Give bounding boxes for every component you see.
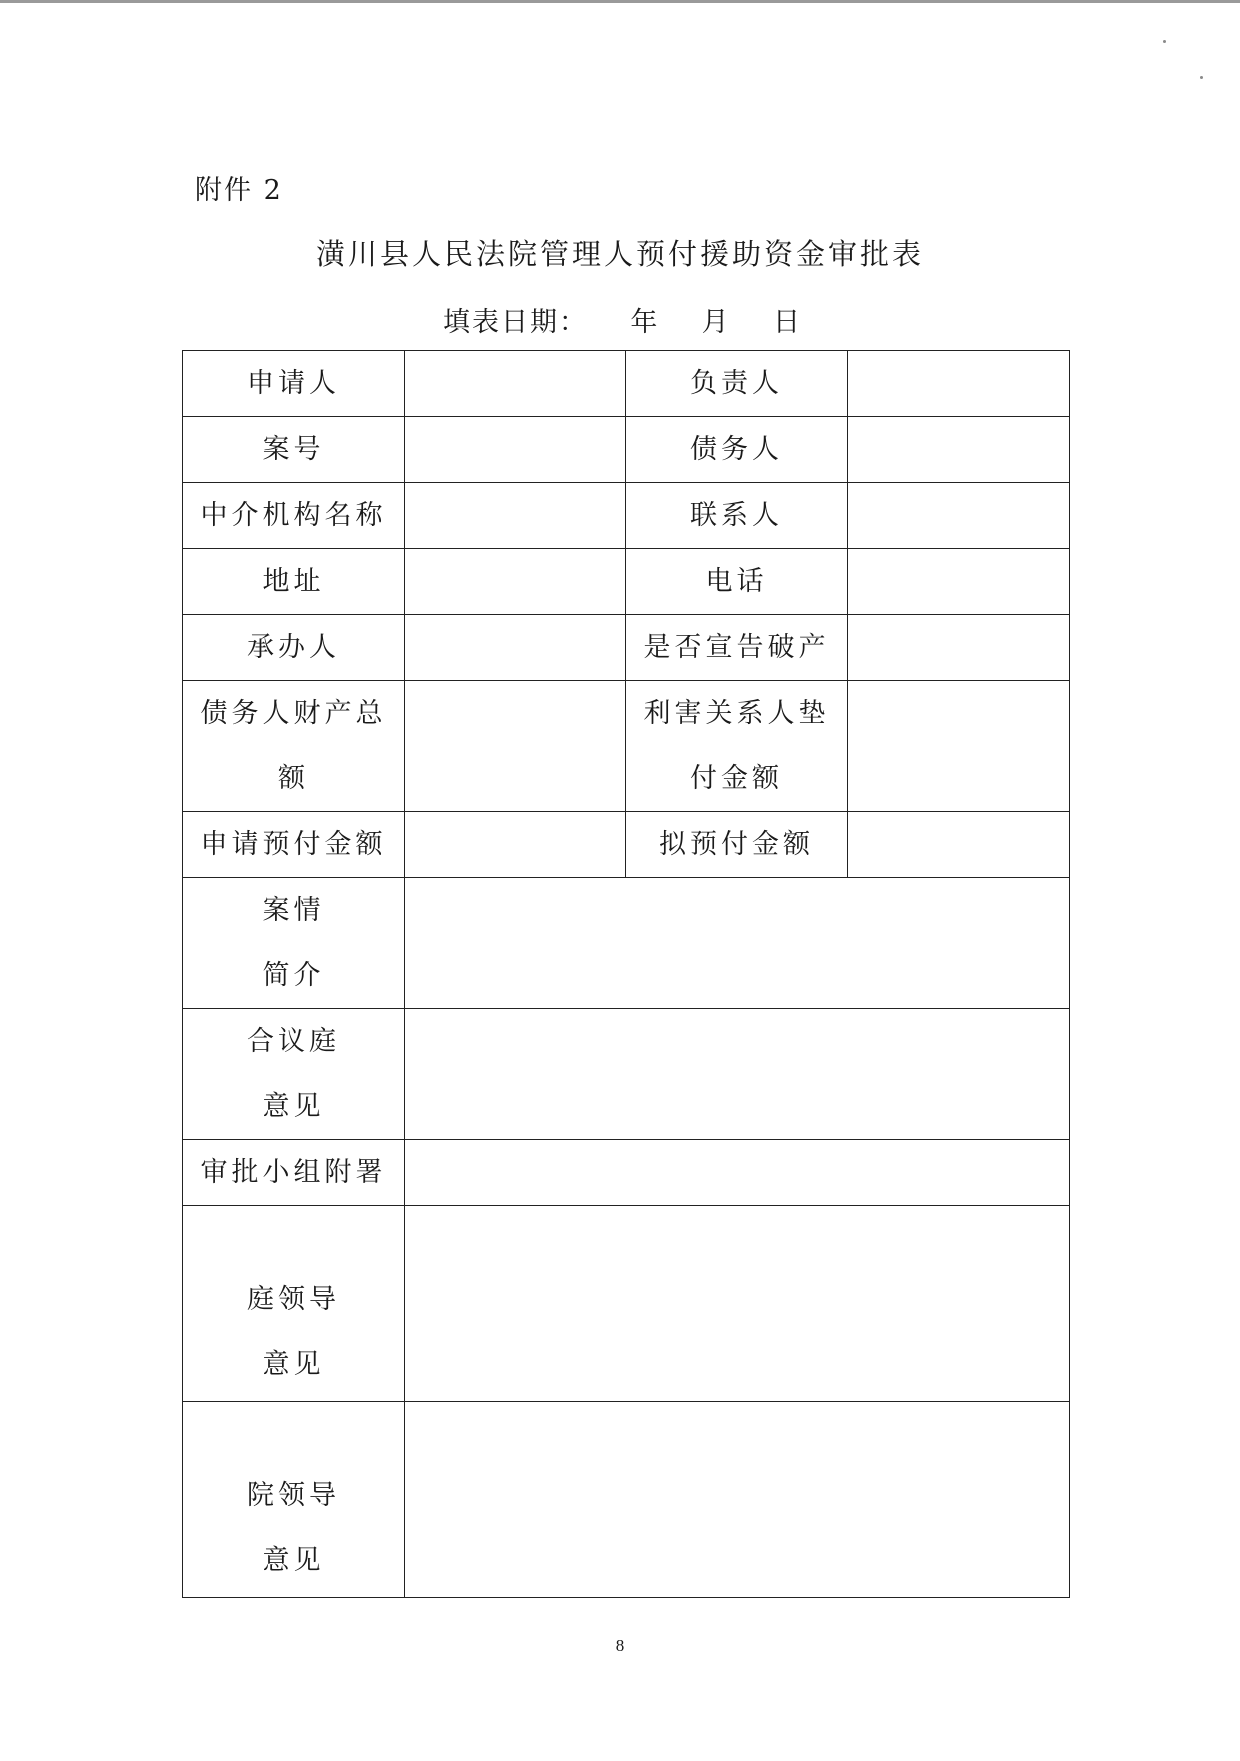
court-leader-label-line2: 意见	[262, 1545, 325, 1576]
row-division-leader	[183, 1206, 1070, 1402]
applicant-label: 申请人	[183, 351, 405, 417]
handler-label: 承办人	[183, 615, 405, 681]
case-summary-label-line2: 简介	[262, 960, 325, 991]
court-leader-label-line1: 院领导	[247, 1480, 340, 1511]
division-leader-label	[183, 1206, 405, 1402]
case-number-field[interactable]	[405, 417, 626, 483]
requested-advance-label: 申请预付金额	[183, 812, 405, 878]
collegial-panel-field[interactable]	[405, 1009, 1070, 1140]
debtor-assets-field[interactable]	[405, 681, 626, 812]
agency-name-field[interactable]	[405, 483, 626, 549]
stakeholder-advance-label-line1: 利害关系人垫	[643, 698, 830, 729]
contact-label: 联系人	[626, 483, 848, 549]
phone-label: 电话	[626, 549, 848, 615]
row-address	[183, 549, 1070, 615]
attachment-label: 附件 2	[195, 175, 283, 206]
page-number: 8	[615, 1636, 625, 1655]
contact-field[interactable]	[848, 483, 1070, 549]
stakeholder-advance-label-line2: 付金额	[690, 763, 783, 794]
handler-field[interactable]	[405, 615, 626, 681]
row-case-number	[183, 417, 1070, 483]
stakeholder-advance-field[interactable]	[848, 681, 1070, 812]
row-agency	[183, 483, 1070, 549]
court-leader-field[interactable]	[405, 1402, 1070, 1598]
address-field[interactable]	[405, 549, 626, 615]
case-summary-field[interactable]	[405, 878, 1070, 1009]
collegial-panel-label	[183, 1009, 405, 1140]
row-applicant	[183, 351, 1070, 417]
row-advance-amount	[183, 812, 1070, 878]
scan-speck	[1200, 76, 1203, 79]
approval-form-table	[182, 350, 1070, 1598]
person-in-charge-label: 负责人	[626, 351, 848, 417]
applicant-field[interactable]	[405, 351, 626, 417]
approval-group-label: 审批小组附署	[183, 1140, 405, 1206]
row-collegial-panel	[183, 1009, 1070, 1140]
case-summary-label-line1: 案情	[262, 895, 325, 926]
case-number-label: 案号	[183, 417, 405, 483]
scan-speck	[1163, 40, 1166, 43]
court-leader-label	[183, 1402, 405, 1598]
row-assets	[183, 681, 1070, 812]
proposed-advance-field[interactable]	[848, 812, 1070, 878]
debtor-assets-label	[183, 681, 405, 812]
address-label: 地址	[183, 549, 405, 615]
scan-top-edge	[0, 0, 1240, 3]
stakeholder-advance-label	[626, 681, 848, 812]
row-court-leader	[183, 1402, 1070, 1598]
debtor-label: 债务人	[626, 417, 848, 483]
collegial-panel-label-line2: 意见	[262, 1091, 325, 1122]
collegial-panel-label-line1: 合议庭	[247, 1026, 340, 1057]
debtor-assets-label-line2: 额	[278, 763, 309, 794]
bankruptcy-declared-label: 是否宣告破产	[626, 615, 848, 681]
debtor-field[interactable]	[848, 417, 1070, 483]
agency-name-label: 中介机构名称	[183, 483, 405, 549]
case-summary-label	[183, 878, 405, 1009]
debtor-assets-label-line1: 债务人财产总	[200, 698, 387, 729]
division-leader-label-line2: 意见	[262, 1349, 325, 1380]
document-title: 潢川县人民法院管理人预付援助资金审批表	[315, 237, 924, 271]
person-in-charge-field[interactable]	[848, 351, 1070, 417]
fill-date-line: 填表日期： 年 月 日	[443, 307, 802, 338]
approval-group-field[interactable]	[405, 1140, 1070, 1206]
row-approval-group	[183, 1140, 1070, 1206]
proposed-advance-label: 拟预付金额	[626, 812, 848, 878]
division-leader-label-line1: 庭领导	[247, 1284, 340, 1315]
row-case-summary	[183, 878, 1070, 1009]
bankruptcy-declared-field[interactable]	[848, 615, 1070, 681]
requested-advance-field[interactable]	[405, 812, 626, 878]
phone-field[interactable]	[848, 549, 1070, 615]
division-leader-field[interactable]	[405, 1206, 1070, 1402]
row-handler	[183, 615, 1070, 681]
